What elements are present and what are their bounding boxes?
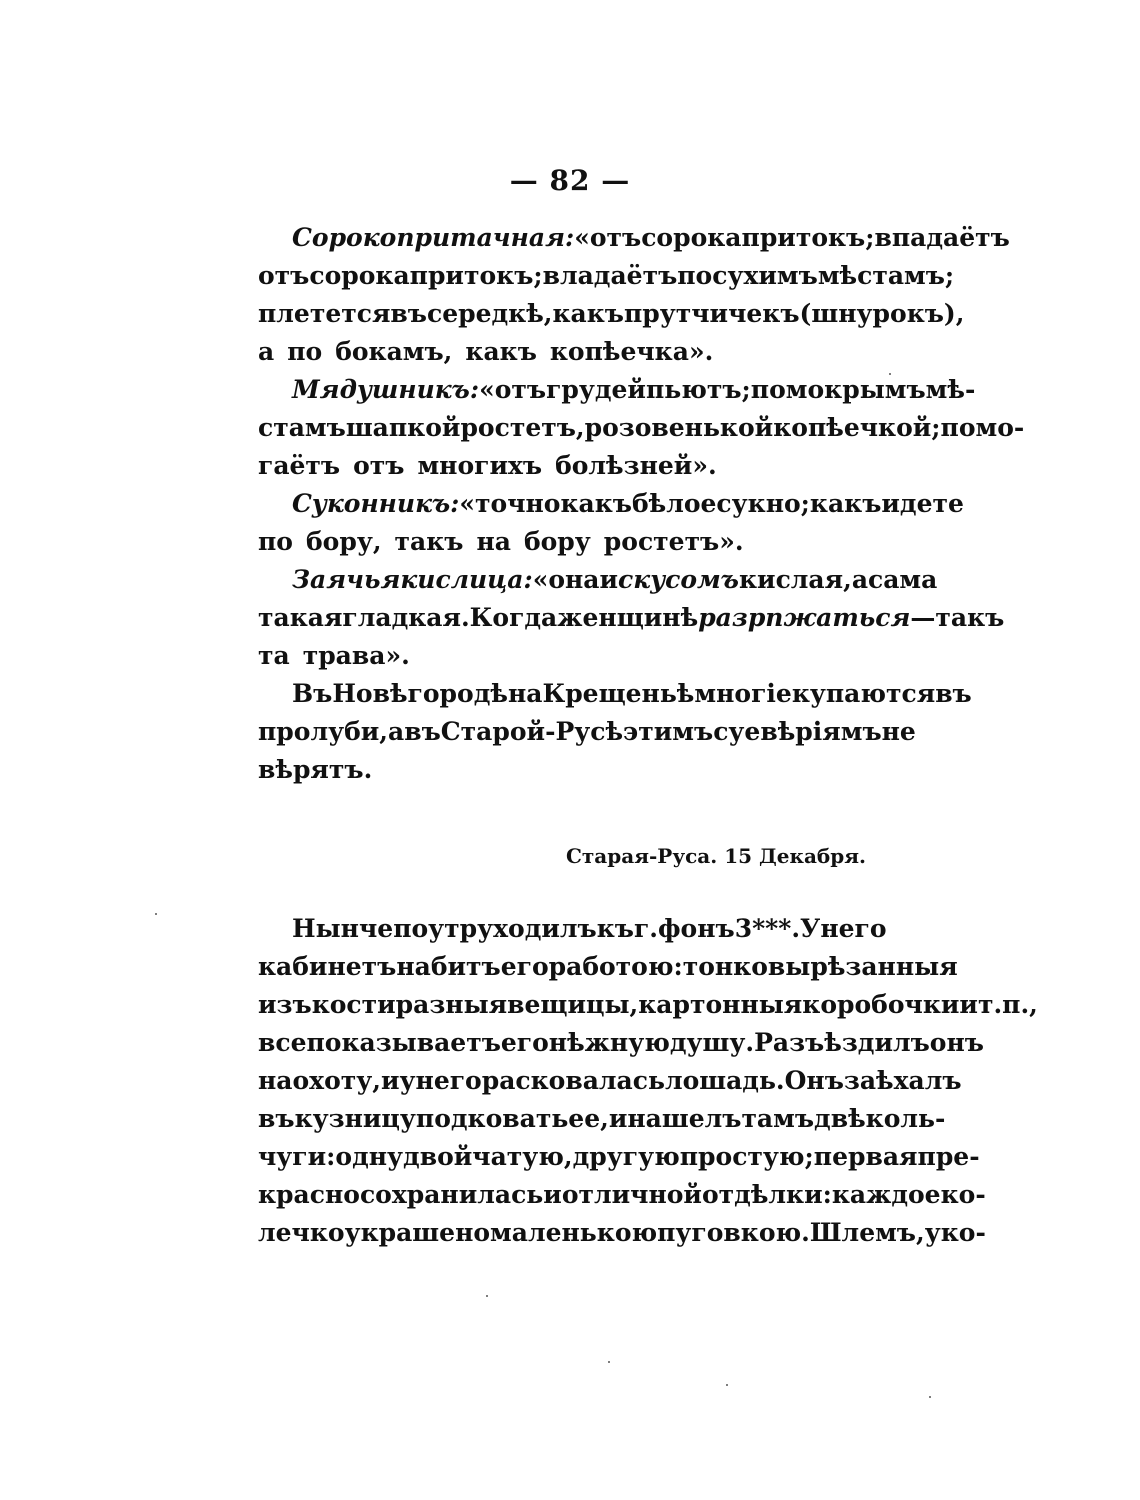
word: какъ xyxy=(552,299,624,328)
word: коль- xyxy=(865,1104,946,1133)
word: его xyxy=(500,952,549,981)
word: та xyxy=(258,641,290,670)
text-line xyxy=(258,561,938,599)
word: впадаётъ xyxy=(874,223,1010,252)
word: Новѣгородѣ xyxy=(332,679,508,708)
text-line xyxy=(258,910,887,948)
word: идете xyxy=(881,489,964,518)
word: сама xyxy=(868,565,938,594)
word: отъ xyxy=(353,451,405,480)
word: и xyxy=(543,1180,562,1209)
word: многіе xyxy=(694,679,792,708)
text-line xyxy=(258,1024,984,1062)
word: мѣстамъ; xyxy=(817,261,955,290)
word: какъ xyxy=(560,489,632,518)
word: Крещеньѣ xyxy=(542,679,695,708)
word: г. xyxy=(633,914,658,943)
word: копѣечка». xyxy=(549,337,714,366)
word: середкѣ, xyxy=(426,299,553,328)
word: отдѣлки: xyxy=(701,1180,832,1209)
word: другую xyxy=(572,1142,680,1171)
word: У xyxy=(800,914,821,943)
word: сорока xyxy=(641,223,742,252)
word: Мядушникъ: xyxy=(292,375,480,404)
word: «точно xyxy=(459,489,561,518)
word: на xyxy=(507,679,543,708)
word: сухимъ xyxy=(712,261,818,290)
word: маленькою xyxy=(490,1218,658,1247)
text-section-plants xyxy=(258,219,1025,789)
word: а xyxy=(258,337,275,366)
word: него xyxy=(820,914,887,943)
word: онъ xyxy=(929,1028,984,1057)
print-speck xyxy=(889,373,891,375)
word: душу. xyxy=(669,1028,755,1057)
word: Разъ xyxy=(754,1028,825,1057)
word: шапкой xyxy=(345,413,461,442)
word: чуги: xyxy=(258,1142,336,1171)
word: въ xyxy=(935,679,972,708)
dateline: Старая-Руса. 15 Декабря. xyxy=(566,844,866,868)
word: трава». xyxy=(302,641,410,670)
word: бѣлое xyxy=(631,489,717,518)
print-speck xyxy=(929,1396,931,1398)
text-line xyxy=(258,523,873,561)
text-line xyxy=(258,1100,946,1138)
text-line xyxy=(258,1214,986,1252)
word: Старой-Русѣ xyxy=(440,717,624,746)
word: бору xyxy=(523,527,591,556)
word: разрпжаться xyxy=(698,603,911,632)
word: фонъ xyxy=(658,914,735,943)
print-speck xyxy=(726,1384,728,1386)
word: Сорокопритачная: xyxy=(292,223,575,252)
word: мокрымъ xyxy=(785,375,926,404)
word: бору, xyxy=(305,527,382,556)
word: изъ xyxy=(258,990,312,1019)
word: по xyxy=(750,375,786,404)
word: работою: xyxy=(548,952,683,981)
word: ростетъ, xyxy=(460,413,585,442)
word: а xyxy=(388,717,405,746)
word: лечко xyxy=(258,1218,345,1247)
text-line xyxy=(258,333,873,371)
word: суевѣріямъ xyxy=(713,717,882,746)
word: притокъ; xyxy=(741,223,875,252)
word: «она xyxy=(532,565,600,594)
text-line xyxy=(258,599,1005,637)
word: такъ xyxy=(394,527,464,556)
word: Заячья xyxy=(292,565,401,594)
word: Онъ xyxy=(784,1066,844,1095)
text-line xyxy=(258,371,976,409)
text-line xyxy=(258,713,916,751)
word: красно xyxy=(258,1180,360,1209)
word: «отъ xyxy=(574,223,642,252)
word: Въ xyxy=(292,679,333,708)
word: —такъ xyxy=(910,603,1005,632)
text-line xyxy=(258,295,965,333)
word: пьютъ; xyxy=(645,375,751,404)
word: въ xyxy=(258,1104,295,1133)
word: Шлемъ, xyxy=(809,1218,925,1247)
word: отъ xyxy=(258,261,310,290)
word: грудей xyxy=(546,375,646,404)
word: и xyxy=(608,1104,628,1133)
word: все xyxy=(258,1028,307,1057)
word: нашелъ xyxy=(627,1104,742,1133)
text-line xyxy=(258,948,958,986)
word: владаётъ xyxy=(542,261,678,290)
word: сукно; xyxy=(716,489,810,518)
word: и xyxy=(380,1066,400,1095)
word: Суконникъ: xyxy=(292,489,460,518)
word: въ xyxy=(404,717,441,746)
word: ѣздилъ xyxy=(824,1028,930,1057)
word: ко- xyxy=(940,1180,986,1209)
word: расковалась xyxy=(481,1066,665,1095)
word: картонныя xyxy=(638,990,803,1019)
word: притокъ; xyxy=(409,261,543,290)
word: охоту, xyxy=(292,1066,381,1095)
print-speck xyxy=(486,1295,488,1297)
word: пролуби, xyxy=(258,717,389,746)
text-line xyxy=(258,409,1025,447)
word: стамъ xyxy=(258,413,346,442)
word: болѣзней». xyxy=(555,451,717,480)
word: скусомъ xyxy=(618,565,739,594)
text-line xyxy=(258,257,955,295)
text-line xyxy=(258,675,972,713)
word: п., xyxy=(1002,990,1038,1019)
text-line xyxy=(258,751,873,789)
word: вѣрятъ. xyxy=(258,755,373,784)
word: какъ xyxy=(465,337,537,366)
word: прутчичекъ xyxy=(623,299,800,328)
word: ко- xyxy=(940,1218,986,1247)
word: первая xyxy=(813,1142,918,1171)
word: купаются xyxy=(791,679,936,708)
word: бокамъ, xyxy=(335,337,453,366)
word: по xyxy=(258,527,293,556)
word: подковать xyxy=(415,1104,569,1133)
word: кости xyxy=(311,990,396,1019)
page-number: — 82 — xyxy=(509,164,631,197)
text-line xyxy=(258,986,1038,1024)
word: его xyxy=(500,1028,549,1057)
text-line xyxy=(258,1176,986,1214)
print-speck xyxy=(155,913,157,915)
text-line xyxy=(258,219,1010,257)
word: каждое xyxy=(831,1180,941,1209)
word: сорока xyxy=(309,261,410,290)
word: по xyxy=(287,337,323,366)
text-line xyxy=(258,485,964,523)
word: по xyxy=(677,261,713,290)
word: и xyxy=(599,565,619,594)
word: Когда xyxy=(469,603,558,632)
word: многихъ xyxy=(417,451,543,480)
word: кузницу xyxy=(294,1104,416,1133)
word: набитъ xyxy=(396,952,501,981)
word: «отъ xyxy=(479,375,547,404)
word: женщинѣ xyxy=(557,603,699,632)
word: кислица: xyxy=(400,565,533,594)
word: къ xyxy=(596,914,634,943)
text-line xyxy=(258,637,873,675)
word: украшено xyxy=(344,1218,491,1247)
word: у xyxy=(924,1218,941,1247)
word: показываетъ xyxy=(306,1028,501,1057)
word: розовенькой xyxy=(584,413,774,442)
word: коробочки xyxy=(802,990,960,1019)
word: вырѣзанныя xyxy=(767,952,958,981)
word: у xyxy=(399,1066,416,1095)
word: кабинетъ xyxy=(258,952,397,981)
word: копѣечкой; xyxy=(773,413,941,442)
word: простую; xyxy=(679,1142,814,1171)
word: поутру xyxy=(393,914,494,943)
word: нѣжную xyxy=(548,1028,670,1057)
text-section-diary xyxy=(258,910,1038,1252)
word: мѣ- xyxy=(925,375,976,404)
print-speck xyxy=(608,1361,610,1363)
text-line xyxy=(258,447,873,485)
text-line xyxy=(258,1062,962,1100)
word: отличной xyxy=(561,1180,702,1209)
word: разныя xyxy=(395,990,508,1019)
word: гаётъ xyxy=(258,451,341,480)
word: ее, xyxy=(568,1104,609,1133)
word: какъ xyxy=(809,489,882,518)
word: ростетъ». xyxy=(603,527,744,556)
word: одну xyxy=(335,1142,404,1171)
text-line xyxy=(258,1138,980,1176)
word: въ xyxy=(390,299,427,328)
word: ходилъ xyxy=(493,914,597,943)
word: него xyxy=(415,1066,482,1095)
word: на xyxy=(258,1066,293,1095)
word: гладкая. xyxy=(342,603,470,632)
word: на xyxy=(476,527,511,556)
word: сохранилась xyxy=(359,1180,544,1209)
word: пуговкою. xyxy=(657,1218,810,1247)
word: кислая, xyxy=(738,565,852,594)
word: и xyxy=(959,990,978,1019)
word: пре- xyxy=(917,1142,980,1171)
word: помо- xyxy=(940,413,1025,442)
word: тамъ xyxy=(741,1104,815,1133)
word: а xyxy=(851,565,869,594)
word: вещицы, xyxy=(507,990,639,1019)
word: тонко xyxy=(682,952,768,981)
word: такая xyxy=(258,603,343,632)
word: двѣ xyxy=(814,1104,866,1133)
word: лошадь. xyxy=(664,1066,785,1095)
word: плетется xyxy=(258,299,391,328)
word: 3***. xyxy=(734,914,801,943)
word: заѣхалъ xyxy=(843,1066,962,1095)
word: (шнурокъ), xyxy=(799,299,965,328)
word: двойчатую, xyxy=(403,1142,573,1171)
word: Нынче xyxy=(292,914,394,943)
word: т. xyxy=(977,990,1003,1019)
word: не xyxy=(881,717,916,746)
word: этимъ xyxy=(623,717,714,746)
